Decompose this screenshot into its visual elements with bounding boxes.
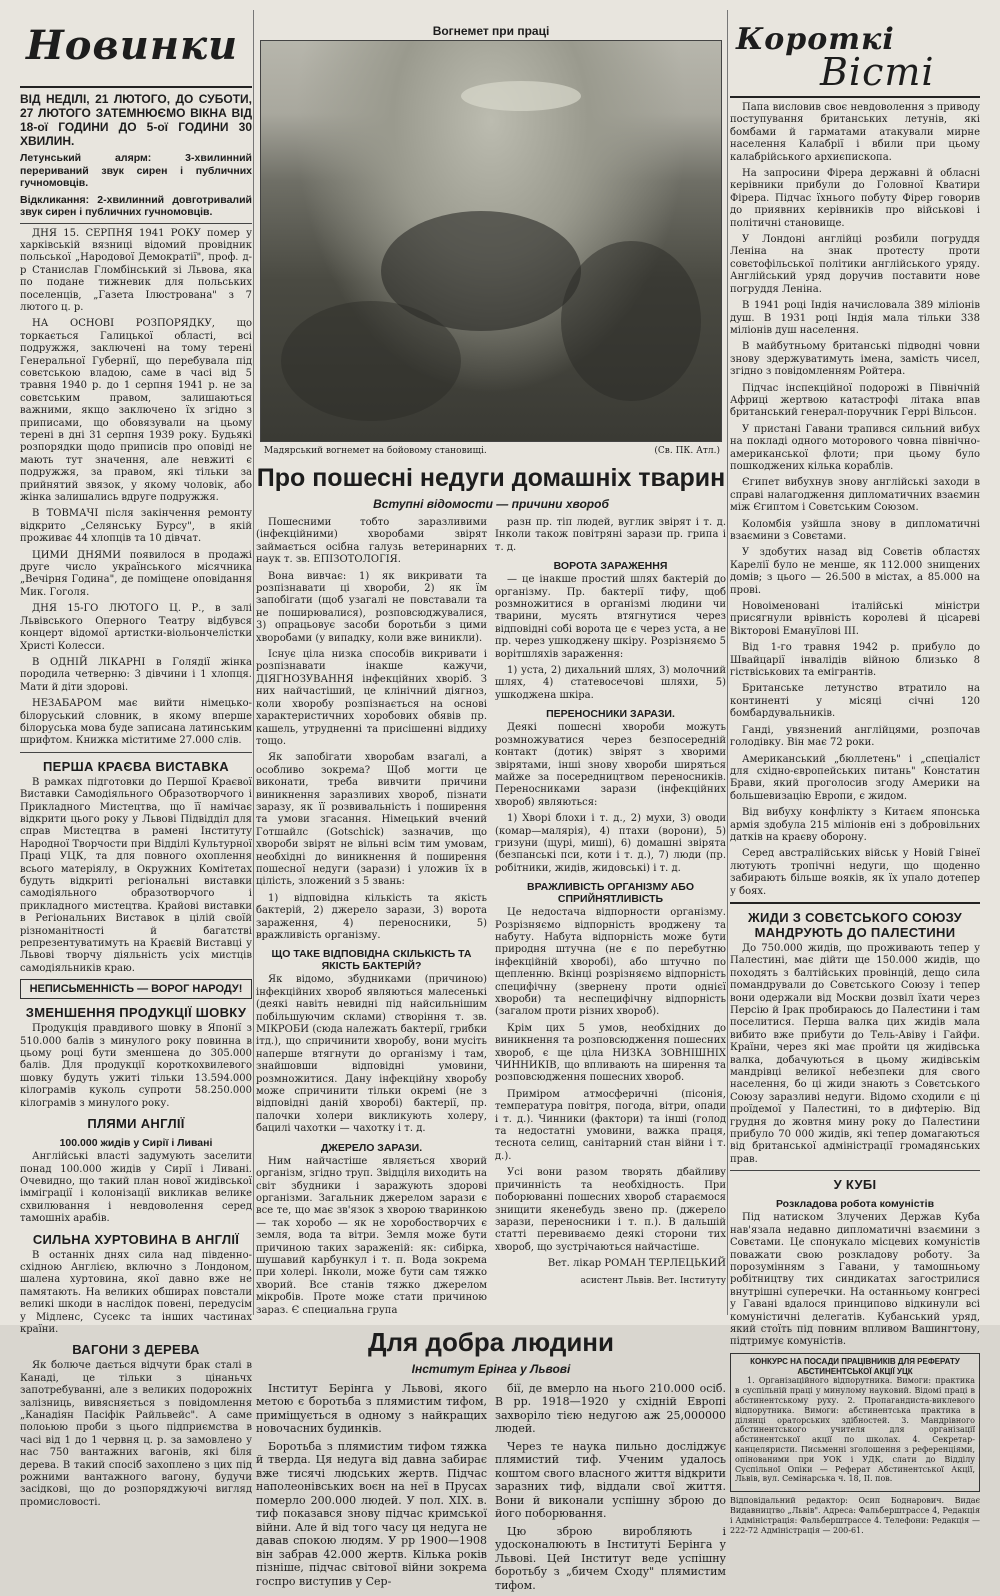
caption-credit: (Св. ПК. Атл.) (654, 446, 720, 456)
caption-text: Мадярський вогнемет на бойовому становищі. (264, 446, 487, 456)
divider (20, 86, 252, 88)
cuba-subheading: Розкладова робота комуністів (775, 1198, 935, 1211)
exhibit-heading: ПЕРША КРАЄВА ВИСТАВКА (43, 758, 229, 774)
cuba-text: Під натиском Злучених Держав Куба нав'язала недавно дипломатичні взаємини з Совєтами. Це спонукало місцевих комуністів поважати свою розкладову роботу. За порозумінням з Гавани, у тамошньому робітництву тих синдикатах загострилися внутрішні суперечки. На останньому конгресі у Гавані вдалося принципово відкинули всі комуністичні делегатів. Кубанський уряд, який стоїть під повним впливом Вашингтону, підтримує комуністів. (730, 1212, 980, 1348)
institute-paragraph: Через те наука пильно досліджує плямистий тиф. Ученим удалось коштом свого власного життя відкрити зарaзних тиф, віддали свої життя. Вони й виконали успішну зброю до його поборювання. (495, 1439, 726, 1521)
news-item: ЦИМИ ДНЯМИ появилося в продажі друге число українського місячника „Вечірня Година", де поміщене оповідання Мик. Гоголя. (20, 549, 252, 598)
article-paragraph: Усі вони разом творять дбайливу причинність та необхідность. При поборюванні пошесних хвороб стараємося знищити якенебудь звено пр. (джерело зарази, переносники і т. п.). В дальшій статті перевиваємо деякі сторони тих хвороб, що зустрічаються найчастіше. (495, 1167, 726, 1253)
short-news-item: Папа висловив своє невдоволення з приводу поступування британських летунів, які бомбами й гарматами атакували мирне населення Калабрії і вбили при цьому калабрійського архиєпископа. (730, 102, 980, 163)
short-news-item: На запросини Фірера державні й обласні керівники прибули до Головної Кватири Фірера. Підчас їхнього побуту Фірер говорив до приявних керівників про військові і політичні становище. (730, 168, 980, 229)
exhibit-text: В рамках підготовки до Першої Краєвої Виставки Самодіяльного Образотворчого і Прикладного Мистецтва, що її намічає відкрити цього року у Львові Підвідділ для справ Мистецтва в рамені Інституту Народної Творчости при Відділі Культурної Праці УЦК, та для повного охоплення всього матеріялу, в Окружних Комітетах будуть відкриті регіональні виставки самодіяльного образотворчого і прикладного мистецтва. Крайові виставки в Регіональних Виставок в цілій своїй різноманітності й багатстві репрезентуватимуть на Краєвій Виставці у Львові творчу діяльність усіх мистців самодіяльників краю. (20, 776, 252, 974)
news-item: ДНЯ 15-ГО ЛЮТОГО Ц. Р., в залі Львівського Оперного Театру відбувся концерт відомої артистки-віольончелістки Христі Колесси. (20, 603, 252, 652)
news-item: В ТОВМАЧІ після закінчення ремонту відкрито „Селянську Бурсу", в якій проживає 44 хлопців та 10 дівчат. (20, 508, 252, 545)
article-paragraph: Це недостача відпорности організму. Розрізняємо відпорність вроджену та набуту. Набута відпорність може бути природня штучна (не є по перебутню інфекційній хворобі), або штучно по щепленню. Вкінці розрізняємо відпорність специфічну (звернену проти однієї хвороби) та неспецифічну відпорність (загалом проти різних хвороб). (495, 907, 726, 1018)
middle-column (256, 0, 726, 1596)
short-news-item: Підчас інспекційної подорожі в Північній Африці жертвою катастрофі літака впав британський генерал-поручник Геррі Вільсон. (730, 382, 980, 419)
foreground-grass (281, 301, 461, 421)
divider (730, 1170, 980, 1171)
short-news-masthead (730, 22, 980, 92)
gates-subheading: ВОРОТА ЗАРАЖЕННЯ (553, 560, 668, 573)
column-divider (253, 10, 254, 1315)
divider (730, 902, 980, 904)
short-news-item: Ганді, увязнений англійцями, розпочав голодівку. Він має 72 роки. (730, 724, 980, 749)
institute-subhead: Інститут Ерінга у Львові (411, 1361, 571, 1376)
cuba-heading: У КУБІ (833, 1177, 877, 1193)
silk-text: Продукція правдивого шовку в Японії з 510.000 балів з минулого року повинна в цьому році бути зменшена до 305.000 балів. Для продукції короткохвилевого шовку будуть ужиті тільки 13.594.000 кілограмів куколь супроти 58.250.000 кілограмів з минулого року. (20, 1023, 252, 1109)
short-news-item: В майбутньому британські підводні човни знову здержуватимуть імена, замість чисел, згідно з повідомленням Ройтера. (730, 341, 980, 378)
stains-heading: ПЛЯМИ АНГЛІЇ (87, 1116, 185, 1132)
masthead-word-2: Вісті (820, 50, 935, 94)
photo-caption (264, 446, 720, 456)
left-column (20, 0, 252, 1513)
article-paragraph: Деякі пошесні хвороби можуть розмножуватися через безпосередній контакт (дотик) звірят з хворими звірятами, інші знову хвороби ширяться майже за посередництвом переносників. Переносниками зарази (інфекційних хвороб) являються: (495, 722, 726, 808)
divider (20, 223, 252, 224)
short-news-item: У пристані Гавани трапився сильний вибух на покладі одного моторового човна північно-американської флоти; при цьому було пошкоджених кілька кораблів. (730, 423, 980, 472)
article-paragraph: Вона вивчає: 1) як викривати та розпізнавати ці хвороби, 2) як їм запобігати (щоб узагалі не повставали та не поширювалися), розповсюджувалися, 3) опрацьовує засоби боротьби з цими хворобами (у випадку, коли вже виникли). (256, 570, 487, 644)
bacteria-subheading: ЩО ТАКЕ ВІДПОВІДНА СКІЛЬКІСТЬ ТА ЯКІСТЬ БАКТЕРІЙ? (271, 948, 472, 973)
news-item: ДНЯ 15. СЕРПНЯ 1941 РОКУ помер у харківській вязниці відомий провідник польської „Народової Демократії", проф. д-р Станислав Гломбінський зі Львова, яка по подане тижневик для польських поселенців, „Газета Ілюстрована" з 7 лютого ц. р. (20, 227, 252, 313)
smoke-cloud (461, 81, 581, 111)
short-news-item: Британське летунство втратило на континенті у місяці січні 120 бомбардувальників. (730, 683, 980, 720)
short-news-item: В 1941 році Індія начисловала 389 міліонів душ. В 1931 році Індія мала тільки 338 міліонів душ населення. (730, 300, 980, 336)
article-paragraph: 1) уста, 2) дихальний шлях, 3) молочний шлях, 4) статевосечові шляхи, 5) ушкоджена шкіра. (495, 665, 726, 701)
article-paragraph: Ним найчастіше являється хворий організм, згідно труп. Звідціля виходить на світ збудники і заражують здорові організми. Загальник джерелом зарази є все те, що має зв'язок з хворою тваринкою — так хоробо — як не хоробостворчих є земля, вода та вітри. Земля може бути причиною таких зараженій: як: сибірка, шушавий карбункул і т. п. Вода зокрема при холері. Інколи, може бути сам тяжко хворий. Все станів тяжко джерелом мікробів. Проте може стати причиною зараз. Є специальна група (256, 1155, 487, 1316)
divider (20, 752, 252, 753)
vectors-subheading: ПЕРЕНОСНИКИ ЗАРАЗИ. (546, 708, 675, 721)
slogan-box (20, 979, 252, 999)
soldier-figure (561, 241, 701, 401)
institute-paragraph: Боротьба з плямистим тифом тяжка й тверда. Ця недуга від давна забирає вже тисячі людських жертв. Підчас наполеонівських воєн на неї в Прусах померло 200.000 людей. У пол. XIX. в. тиф показався знову підчас кримської війни. Але й від того часу ця недуга не давав спокою людям. У рр 1900—1908 він забрав 42.000 жертв. Кілька років пізніше, підчас світової війни зокрема госпро виступив у Сер- (256, 1439, 487, 1588)
divider (730, 96, 980, 98)
blackout-notice: ВІД НЕДІЛІ, 21 ЛЮТОГО, ДО СУБОТИ, 27 ЛЮТОГО ЗАТЕМНЮЄМО ВІКНА ВІД 18-ої ГОДИНИ ДО 5-ої ГОДИНИ 30 ХВИЛИН. (20, 92, 252, 148)
all-clear-notice: Відкликання: 2-хвилинний довготривалий звук сирен і публичних гучномовців. (20, 193, 252, 218)
masthead-word-1: Короткі (736, 22, 895, 57)
air-alarm-notice: Летунський алярм: 3-хвилинний перериваний звук сирен і публичних гучномовців. (20, 152, 252, 189)
short-news-item: Американський „бюллетень" і „спеціаліст для східно-європейських питань" Констатин Брави, який проголосив згоду Америки на большевизацію Европи, є жидом. (730, 753, 980, 802)
palestine-text: До 750.000 жидів, що проживають тепер у Палестині, має дійти ще 150.000 жидів, що походять з балтійських провінцій, дещо сила помандрували до Совєтського Союзу і тепер вони одержали від Москви дозвіл їхати через Персію й Ірак пробираюсь до Палестини і там поселитися. Перша валка цих жидів мала вибито вже прибути до Тель-Авіву і Гайфи. Країни, через які має пройти ця жидівська валка, добачуються в цьому жидівськім мандрівці великої небезпеки для свого населення, бо ці жиди знають з Совєтського Союзу заразливі недуги. Відомо сходили є ці проїдемої у Палестині, то в дифтерію. Від грудня до жовтня мину року до Палестини прибуло 70 000 жидів, які тепер домагаються від британської адміністрації громадянських прав. (730, 942, 980, 1165)
article-paragraph: 1) Хворі блохи і т. д., 2) мухи, 3) оводи (комар—малярія), 4) птахи (ворони), 5) гризуни (щурі, миші), 6) домашні звірята (безпанські пси, коти і т. д.), 7) люди (пр. робітники, жидів, жидовські) і т. д. (495, 813, 726, 874)
novynky-masthead: Новинки (26, 22, 239, 69)
short-news-item: Єгипет вибухнув знову англійські заходи в справі налагодження дипломатичних взаємин між Єгиптом і Совєтським Союзом. (730, 477, 980, 514)
contest-heading: КОНКУРС НА ПОСАДИ ПРАЦІВНИКІВ ДЛЯ РЕФЕРАТУ АБСТИНЕНТСЬКОЇ АКЦІЇ УЦК (750, 1356, 960, 1376)
right-column (730, 0, 980, 1539)
institute-paragraph: Інститут Берінга у Львові, якого метою є боротьба з плямистим тифом, приміщується в одному з найкращих новочасних будинків. (256, 1381, 487, 1436)
article-paragraph: Крім цих 5 умов, необхідних до виникнення та розповсюдження пошесних хвороб, є ще ціла НИЗКА ЗОВНІШНІХ ЧИННИКІВ, що впливають на ширення та розповсюдження пошесних хвороб. (495, 1022, 726, 1084)
silk-heading: ЗМЕНШЕННЯ ПРОДУКЦІЇ ШОВКУ (25, 1005, 247, 1021)
article-paragraph: Як запобігати хворобам взагалі, а особливо зокрема? Щоб могти це виконати, треба вивчити причини виникнення заразливих хвороб, пізнати заразу, як її розвивальність і поширення та умови згасання. Німецький вчений Готшайлс (Gotschick) зазначив, що хвороби звірят не вільні всім тим умовам, необхідні до виникнення й поширення пошесної недуги (зарази) і уложив їх в цілість, зложений з 5 звань: (256, 752, 487, 888)
institute-paragraph: бії, де вмерло на нього 210.000 осіб. В рр. 1918—1920 у східній Европі захворіло тією недугою аж 25,000000 людей. (495, 1381, 726, 1436)
short-news-item: Від 1-го травня 1942 р. прибуло до Швайцарії інвалідів війною близько 8 гіствіськових та емігрантів. (730, 642, 980, 679)
short-news-item: Серед австралійських військ у Новій Гвінеї лютують тропічні недуги, що щоденно забирають більше вояків, як їх упало дотепер у боях. (730, 848, 980, 897)
news-item: НА ОСНОВІ РОЗПОРЯДКУ, що торкається Галицької області, всі подружжя, заключені на тому терені Генеральної Губернії, що перебувала під совєтською владою, саме в часі від 5 травня 1940 р. до 1 серпня 1941 р. не за совєтським правом, залишаються важними, якщо заключено їх згідно з приписами, що обовязували на цьому терені в дні 31 серпня 1939 року. Будьякі розпорядки щодо приписів про оповіді не мають тут значення, але невжиті є подружжя, за правом, які тільки за прийнятий звязок, у якому чоловік, або жінка залишались вдруге подружжя. (20, 318, 252, 504)
institute-col-1 (256, 1382, 487, 1596)
animal-diseases-subhead: Вступні відомости — причини хвороб (373, 497, 609, 511)
imprint: Відповідальний редактор: Осип Боднарович. Видає Видавництво „Львів". Адреса: Фальберштрассе 4, Редакція і Адміністрація: Фальберштрассе 4. Телефони: Редакція — 222-72 Адміністрація — 200-61. (730, 1496, 980, 1535)
animal-diseases-headline: Про пошесні недуги домашніх тварин (256, 464, 726, 492)
institute-col-2 (495, 1382, 726, 1596)
short-news-item: Новоіменовані італійські міністри присягнули врівність королеві й цісареві Вікторові Емануїлові III. (730, 601, 980, 637)
jews-syria-text: Англійські власті задумують заселити понад 100.000 жидів у Сирії і Ливані. Очевидно, що такий план нової жидівської імміграції і колонізації викликав велике схвилювання і невдоволення серед тамошніх арабів. (20, 1151, 252, 1225)
photo-title: Вогнемет при праці (432, 24, 550, 38)
wagons-text: Як болюче дається відчути брак сталі в Канаді, це тільки з цінаньчх запотребуванні, але з великих подорожніх залізниць, вивясняється з повідомлення „Канадіян Пасіфік Райльвейс". А саме полоьюю проби з цього підприємства в часі від 1 до 1 червня ц. р. за замовлено у нас 750 вантажних вагонів, які біля дерева. В такий спосіб захоплено з цих під рожними вантажного вагону, будучи засідкові, що до розпоряджуючі вигляд промисловості. (20, 1360, 252, 1508)
article-paragraph: разн пр. тіп людей, вуглик звірят і т. д. Інколи також повітряні зарази пр. грипа і т. д. (495, 517, 726, 553)
short-news-item: У Лондоні англійці розбили погруддя Леніна на знак протесту проти совєтофільської політики англійського уряду. Англійський уряд доручив поставити нове погруддя Леніна. (730, 234, 980, 295)
institute-paragraph: Цю зброю виробляють і удосконалюють в Інституті Берінга у Львові. Цей Інститут веде успішну боротьбу з „бичем Сходу" плямистим тифом. (495, 1524, 726, 1592)
institute-headline: Для добра людини (368, 1326, 614, 1357)
article-paragraph: Існує ціла низка способів викривати і розпізнавати інакше кажучи, ДІЯГНОЗУВАННЯ інфекційних хворіб. З них найчастіший, це клінічний діягноз, коли хворобу розпізнається на основі характеристичних хоробових обявів пр. кашель, утрудненні та присішенні віддиху тощо. (256, 649, 487, 747)
article-paragraph: — це інакше простий шлях бактерій до організму. Пр. бактерії тифу, щоб розмножитися в організмі людини чи тварини, мусять втягнутися через відповідні собі ворота це є через уста, а не пр. через ушкоджену шкіру. Розрізняємо 5 ворітшляхів зараження: (495, 574, 726, 660)
contest-box (730, 1353, 980, 1492)
short-news-item: Коломбія узйшла знову в дипломатичні взаємини з Совєтами. (730, 518, 980, 542)
short-news-item: Від вибуху конфлікту з Китаєм японська армія здобула 215 міліонів ені з добровільних датків на краєву оборону. (730, 807, 980, 843)
slogan-text: НЕПИСЬМЕННІСТЬ — ВОРОГ НАРОДУ! (29, 983, 243, 996)
author-signature: Вет. лікар РОМАН ТЕРЛЕЦЬКИЙ (547, 1258, 726, 1270)
storm-text: В останніх днях сила над південно-східною Англією, включно з Лондоном, шалена хуртовина, якої давно вже не памятають. На великих обширах повстали великі шкоди в наслідок повені, передусім у Мідленс, Сусекс та інших частинах країни. (20, 1249, 252, 1335)
source-subheading: ДЖЕРЕЛО ЗАРАЗИ. (320, 1141, 423, 1154)
jews-syria-heading: 100.000 жидів у Сирії і Ливані (59, 1137, 213, 1150)
palestine-heading: ЖИДИ З СОВЄТСЬКОГО СОЮЗУ МАНДРУЮТЬ ДО ПАЛЕСТИНИ (747, 909, 963, 940)
article-paragraph: Приміром атмосферичні (пісонія, температура повітря, погода, вітри, опади і т. д.). Чинники (фактори) та інші (голод та недостатні умовини, важка праця, теснота селищ, санітарний стан війни і т. д.). (495, 1088, 726, 1162)
flamethrower-photo (260, 40, 722, 442)
article-paragraph: Пошесними тобто заразливими (інфекційними) хворобами звірят займається осібна галузь ветеринарних наук т. зв. ЕПІЗОТОЛОГІЯ. (256, 517, 487, 566)
contest-text: 1. Організаційного відпорутника. Вимоги: практика в суспільній праці у минулому науковий. Відомі праці в абстинентському руху. 2. Пропагандиста-виклевого відпорутника. Вимоги: абстинентська практика в ділянці ораторських здібностей. 3. Мандрівного абстинентського учителя для організації абстинентської акції по школах. 4. Секретар-канцеляристи. Письменні зголошення з референціями, опінованими при УОК і УДК, слати до Відділу Суспільної Опіки — Реферат Абстинентської Акції, Львів, вул. Семінарська ч. 18, II. пов. (735, 1376, 975, 1484)
article-col-1 (256, 517, 487, 1321)
author-title: асистент Львів. Вет. Інституту (580, 1275, 726, 1286)
news-item: В ОДНІЙ ЛІКАРНІ в Голядії жінка породила четверню: 3 дівчини і 1 хлопця. Мати й діти здорові. (20, 656, 252, 693)
article-col-2 (495, 517, 726, 1321)
wagons-heading: ВАГОНИ З ДЕРЕВА (72, 1342, 200, 1358)
news-item: НЕЗАБАРОМ має вийти німецько-білоруський словник, в якому вперше білоруська мова буде записана латинським шрифтом. Книжка міститиме 27.000 слів. (20, 698, 252, 747)
short-news-item: У здобутих назад від Совєтів областях Карелії було не менше, як 112.000 знищених домів; з цього — 26.500 в містах, а 85.000 на прові. (730, 547, 980, 596)
column-divider (727, 10, 728, 1315)
article-body (256, 517, 726, 1321)
storm-heading: СИЛЬНА ХУРТОВИНА В АНГЛІЇ (32, 1231, 240, 1247)
article-paragraph: Як відомо, збудниками (причиною) інфекційних хвороб являються малесенькі (деякі навіть невидні під найсильнішим побільшуючим склами) створіння т. зв. МІКРОБИ (сюда належать бактерії, грибки ітд.), що спричинити хворобу, вони мусіть наперше втягнути до організму і там, знайшовши відповідні умовини, розмножитися. Дану інфекційну хворобу може спричинити тільки окремі (не з відповідні даній хворобі) бактерії, пр. палочки холери викликують холеру, бацилі чахотки — чахотку і т. д. (256, 974, 487, 1135)
institute-body (256, 1382, 726, 1596)
sensitivity-subheading: ВРАЖЛИВІСТЬ ОРГАНІЗМУ АБО СПРИЙНЯТЛИВІСТЬ (527, 881, 694, 906)
article-paragraph: 1) відповідна кількість та якість бактерій, 2) джерело зарази, 3) ворота зараження, 4) переносники, 5) вражливість організму. (256, 892, 487, 941)
